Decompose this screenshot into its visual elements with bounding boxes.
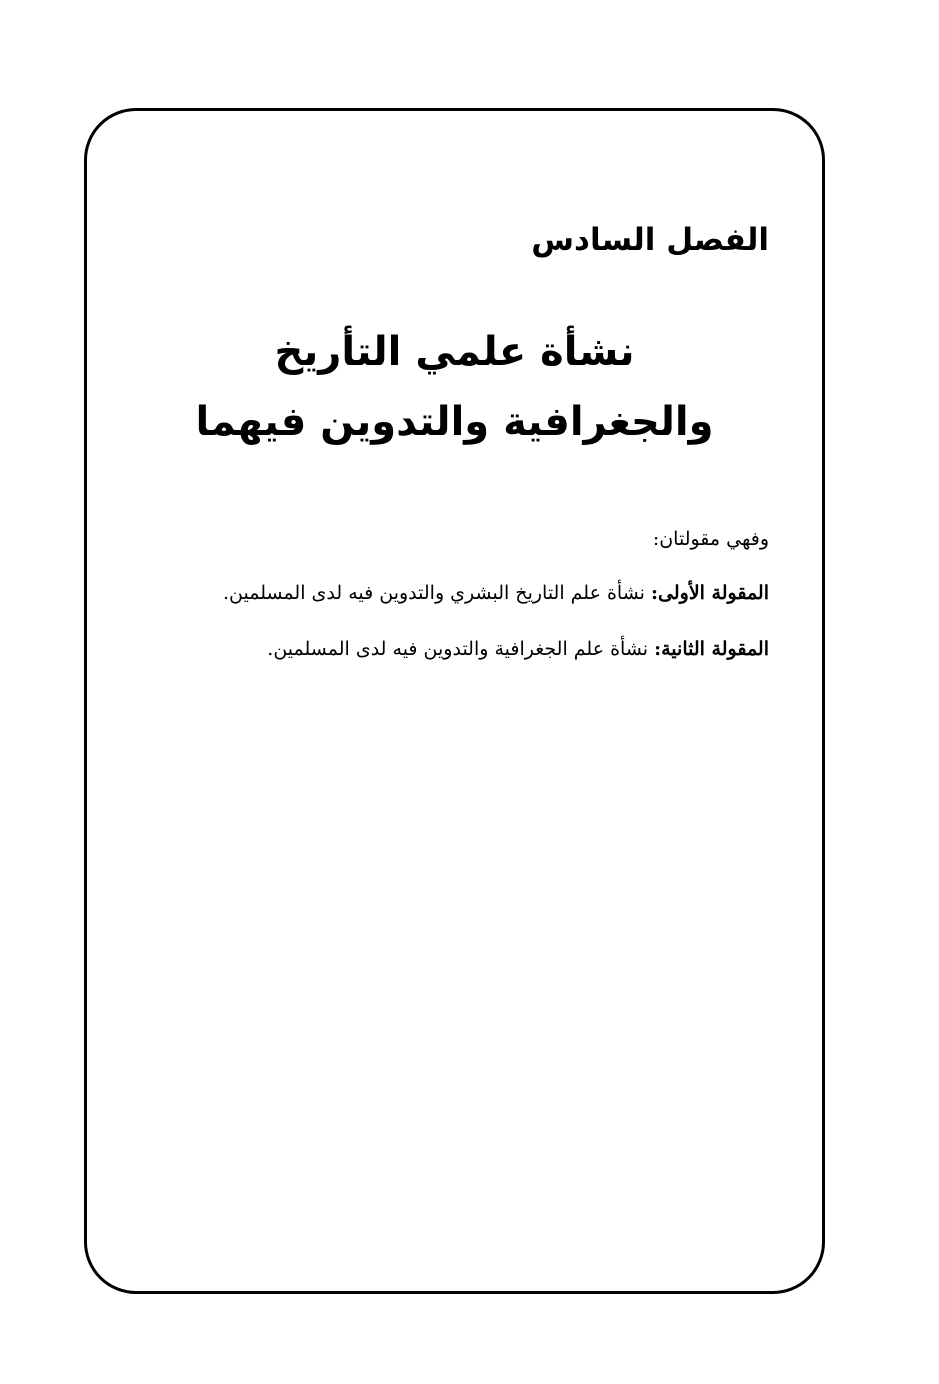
intro-text: وفهي مقولتان:: [652, 528, 769, 550]
list-item: [223, 576, 769, 610]
page-border-frame: [84, 108, 825, 1294]
item-text: نشأة علم الجغرافية والتدوين فيه لدى المسلمين.: [267, 638, 655, 660]
title-line-2: والجغرافية والتدوين فيهما: [195, 399, 714, 445]
item-label: المقولة الثانية:: [654, 638, 769, 660]
item-label: المقولة الأولى:: [651, 582, 769, 604]
chapter-heading: الفصل السادس: [531, 222, 769, 258]
item-text: نشأة علم التاريخ البشري والتدوين فيه لدى المسلمين.: [222, 582, 651, 604]
title-line-1: نشأة علمي التأريخ: [274, 329, 635, 375]
list-item: [267, 632, 769, 666]
